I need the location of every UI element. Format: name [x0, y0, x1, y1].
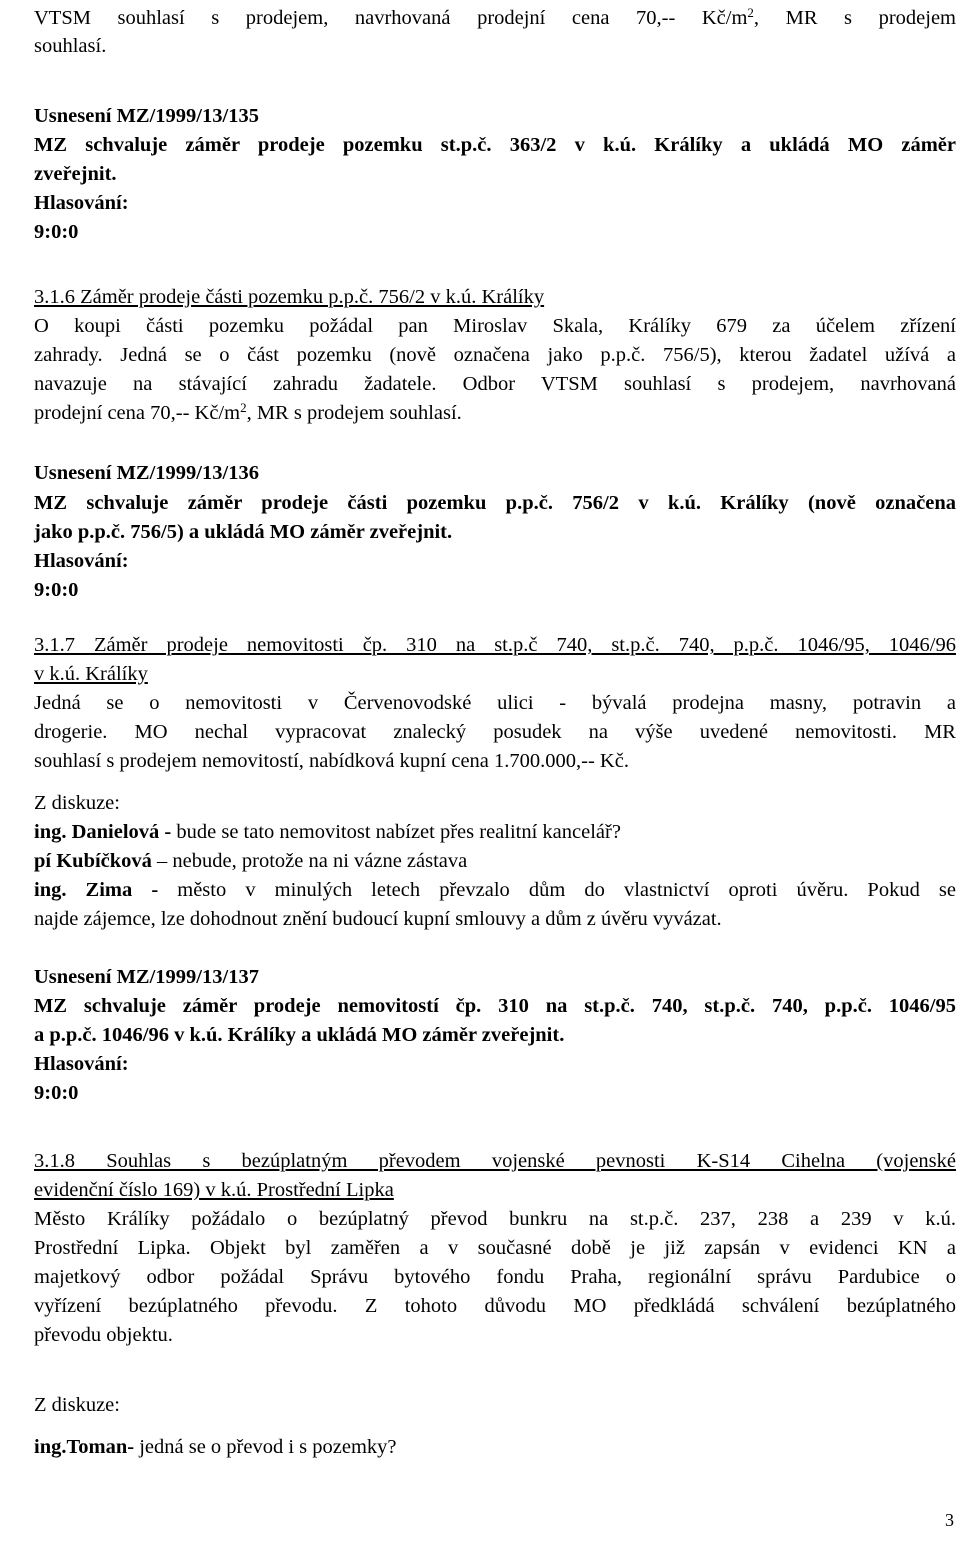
section-318-heading-1: 3.1.8 Souhlas s bezúplatným převodem vojenské pevnosti K-S14 Cihelna (vojenské	[34, 1150, 956, 1172]
intro-line-2: souhlasí.	[34, 35, 107, 57]
section-316-body-2: zahrady. Jedná se o část pozemku (nově označena jako p.p.č. 756/5), kterou žadatel užívá a	[34, 344, 956, 366]
section-318-heading-2: evidenční číslo 169) v k.ú. Prostřední Lipka	[34, 1179, 394, 1201]
section-317-discussion-label: Z diskuze:	[34, 792, 120, 814]
section-318-body-3: majetkový odbor požádal Správu bytového fondu Praha, regionální správu Pardubice o	[34, 1266, 956, 1288]
section-317-body-2: drogerie. MO nechal vypracovat znalecký posudek na výše uvedené nemovitosti. MR	[34, 721, 956, 743]
section-316-body-1: O koupi části pozemku požádal pan Miroslav Skala, Králíky 679 za účelem zřízení	[34, 315, 956, 337]
resolution-136-vote-label: Hlasování:	[34, 550, 129, 572]
section-317-discussion-1: ing. Danielová - bude se tato nemovitost nabízet přes realitní kancelář?	[34, 821, 621, 843]
resolution-136-text-1: MZ schvaluje záměr prodeje části pozemku p.p.č. 756/2 v k.ú. Králíky (nově označena	[34, 492, 956, 514]
resolution-136-text-2: jako p.p.č. 756/5) a ukládá MO záměr zveřejnit.	[34, 521, 453, 543]
section-318-discussion-1: ing.Toman- jedná se o převod i s pozemky?	[34, 1436, 397, 1458]
resolution-137-vote-label: Hlasování:	[34, 1053, 129, 1075]
section-316-heading: 3.1.6 Záměr prodeje části pozemku p.p.č. 756/2 v k.ú. Králíky	[34, 286, 545, 308]
resolution-135-vote: 9:0:0	[34, 221, 79, 243]
section-316-body-3: navazuje na stávající zahradu žadatele. Odbor VTSM souhlasí s prodejem, navrhovaná	[34, 373, 956, 395]
resolution-135-text-1: MZ schvaluje záměr prodeje pozemku st.p.č. 363/2 v k.ú. Králíky a ukládá MO záměr	[34, 134, 956, 156]
section-316-body-4: prodejní cena 70,-- $Kč/m^2$, MR s prodejem souhlasí.	[34, 399, 462, 424]
section-317-discussion-4: najde zájemce, lze dohodnout znění budoucí kupní smlouvy a dům z úvěru vyvázat.	[34, 908, 722, 930]
page-number: 3	[945, 1510, 954, 1530]
section-317-discussion-2: pí Kubíčková – nebude, protože na ni vázne zástava	[34, 850, 468, 872]
section-318-body-4: vyřízení bezúplatného převodu. Z tohoto důvodu MO předkládá schválení bezúplatného	[34, 1295, 956, 1317]
section-318-body-1: Město Králíky požádalo o bezúplatný převod bunkru na st.p.č. 237, 238 a 239 v k.ú.	[34, 1208, 956, 1230]
resolution-135-title: Usnesení MZ/1999/13/135	[34, 105, 259, 127]
section-318-discussion-label: Z diskuze:	[34, 1394, 120, 1416]
intro-line-1: VTSM souhlasí s prodejem, navrhovaná prodejní cena 70,-- $Kč/m^2$, MR s prodejem	[34, 4, 957, 29]
section-317-body-3: souhlasí s prodejem nemovitostí, nabídková kupní cena 1.700.000,-- Kč.	[34, 750, 629, 772]
resolution-136-title: Usnesení MZ/1999/13/136	[34, 462, 259, 484]
section-318-body-5: převodu objektu.	[34, 1324, 173, 1346]
resolution-137-text-2: a p.p.č. 1046/96 v k.ú. Králíky a ukládá MO záměr zveřejnit.	[34, 1024, 565, 1046]
resolution-135-text-2: zveřejnit.	[34, 163, 117, 185]
section-317-body-1: Jedná se o nemovitosti v Červenovodské ulici - bývalá prodejna masny, potravin a	[34, 692, 956, 714]
section-318-body-2: Prostřední Lipka. Objekt byl zaměřen a v současné době je již zapsán v evidenci KN a	[34, 1237, 956, 1259]
resolution-137-vote: 9:0:0	[34, 1082, 79, 1104]
section-317-heading-1: 3.1.7 Záměr prodeje nemovitosti čp. 310 na st.p.č 740, st.p.č. 740, p.p.č. 1046/95, 1046/96	[34, 634, 956, 656]
resolution-137-title: Usnesení MZ/1999/13/137	[34, 966, 259, 988]
section-317-heading-2: v k.ú. Králíky	[34, 663, 148, 685]
resolution-135-vote-label: Hlasování:	[34, 192, 129, 214]
resolution-136-vote: 9:0:0	[34, 579, 79, 601]
section-317-discussion-3: ing. Zima - město v minulých letech převzalo dům do vlastnictví oproti úvěru. Pokud se	[34, 879, 956, 901]
resolution-137-text-1: MZ schvaluje záměr prodeje nemovitostí čp. 310 na st.p.č. 740, st.p.č. 740, p.p.č. 1046/95	[34, 995, 956, 1017]
